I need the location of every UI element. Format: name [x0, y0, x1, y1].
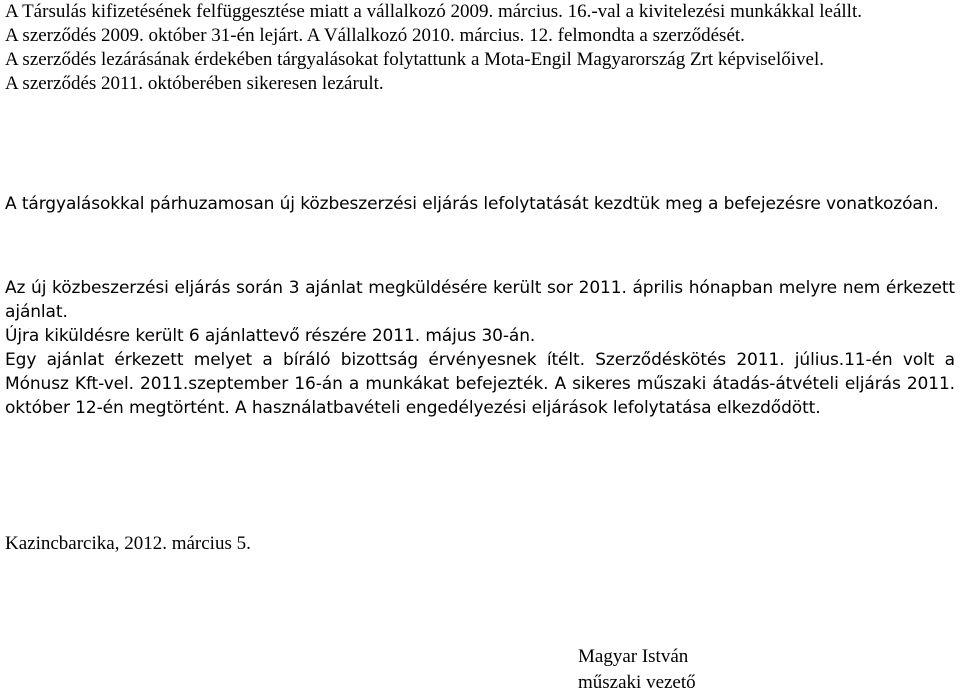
- paragraph-contract-completion: Egy ajánlat érkezett melyet a bíráló bizottság érvényesnek ítélt. Szerződéskötés 2011. július.11-én volt a Mónusz Kft-vel. 2011.szeptember 16-án a munkákat befejezték. A sikeres műszaki átadás-átvételi eljárás 2011. október 12-én megtörtént. A használatbavételi engedélyezési eljárások lefolytatása elkezdődött.: [5, 350, 955, 418]
- paragraph-second-invitation: Újra kiküldésre került 6 ajánlattevő részére 2011. május 30-án.: [5, 326, 536, 346]
- procurement-details-section: [5, 276, 955, 420]
- paragraph-suspension: A Társulás kifizetésének felfüggesztése miatt a vállalkozó 2009. március. 16.-val a kivitelezési munkákkal leállt.: [5, 1, 862, 22]
- parallel-procurement-section: [5, 192, 955, 216]
- paragraph-contract-expiry: A szerződés 2009. október 31-én lejárt. A Vállalkozó 2010. március. 12. felmondta a szerződését.: [5, 25, 745, 46]
- contract-status-section: [5, 0, 955, 96]
- signatory-title: műszaki vezető: [578, 672, 696, 693]
- paragraph-negotiations: A szerződés lezárásának érdekében tárgyalásokat folytattunk a Mota-Engil Magyarország Zrt képviselőivel.: [5, 49, 824, 70]
- place-and-date: Kazincbarcika, 2012. március 5.: [5, 533, 251, 554]
- paragraph-first-invitation: Az új közbeszerzési eljárás során 3 ajánlat megküldésére került sor 2011. április hónapban melyre nem érkezett ajánlat.: [5, 278, 955, 322]
- paragraph-parallel-procurement: A tárgyalásokkal párhuzamosan új közbeszerzési eljárás lefolytatását kezdtük meg a befejezésre vonatkozóan.: [5, 194, 939, 214]
- signatory-name: Magyar István: [578, 646, 689, 667]
- signature-block: [578, 644, 696, 696]
- paragraph-contract-closed: A szerződés 2011. októberében sikeresen lezárult.: [5, 73, 384, 94]
